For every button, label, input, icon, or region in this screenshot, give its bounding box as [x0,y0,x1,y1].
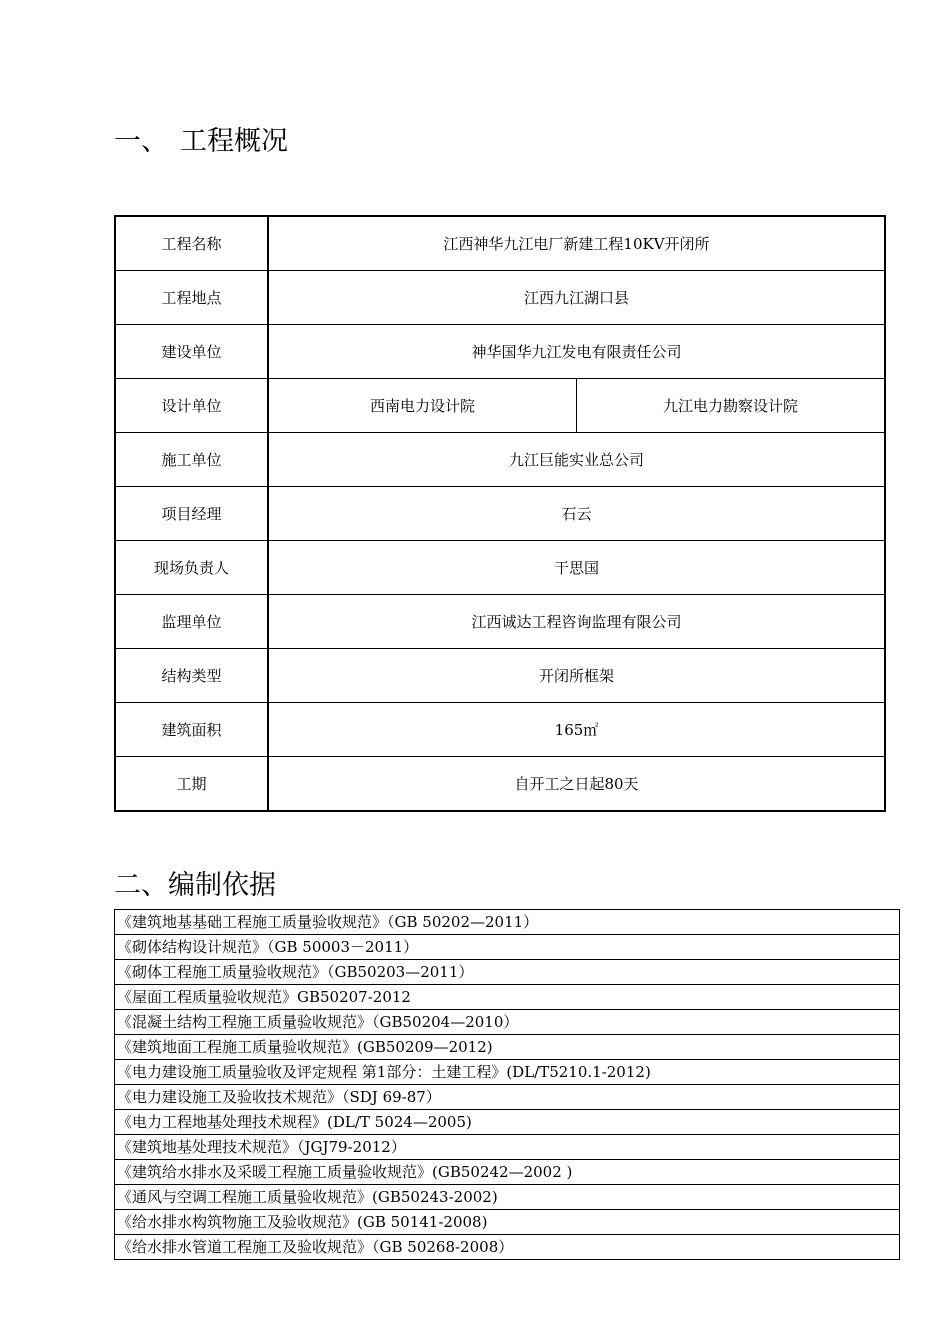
row-label: 工程地点 [115,271,268,325]
row-value: 神华国华九江发电有限责任公司 [268,325,885,379]
table-row [115,1185,900,1210]
row-value: 开闭所框架 [268,649,885,703]
table-row [115,935,900,960]
row-value: 江西神华九江电厂新建工程10KV开闭所 [268,216,885,271]
section-title: 工程概况 [180,126,288,157]
table-row [115,910,900,935]
row-value: 江西九江湖口县 [268,271,885,325]
table-row [115,1060,900,1085]
row-label: 工期 [115,757,268,812]
project-overview-table [114,215,886,812]
reference-item: 《通风与空调工程施工质量验收规范》(GB50243-2002) [115,1185,900,1210]
table-row [115,1235,900,1260]
row-label: 监理单位 [115,595,268,649]
reference-item: 《建筑地基基础工程施工质量验收规范》（GB 50202—2011） [115,910,900,935]
row-label: 设计单位 [115,379,268,433]
table-row [115,1135,900,1160]
table-row [115,379,885,433]
row-value: 165㎡ [268,703,885,757]
table-row [115,595,885,649]
reference-item: 《屋面工程质量验收规范》GB50207-2012 [115,985,900,1010]
row-label: 建设单位 [115,325,268,379]
row-label: 工程名称 [115,216,268,271]
table-row [115,325,885,379]
table-row [115,433,885,487]
reference-item: 《电力建设施工及验收技术规范》（SDJ 69-87） [115,1085,900,1110]
table-row [115,1010,900,1035]
row-label: 施工单位 [115,433,268,487]
table-row [115,985,900,1010]
row-value: 自开工之日起80天 [268,757,885,812]
table-row [115,541,885,595]
table-row [115,1160,900,1185]
row-value: 干思国 [268,541,885,595]
reference-item: 《建筑给水排水及采暖工程施工质量验收规范》(GB50242—2002 ) [115,1160,900,1185]
row-value: 石云 [268,487,885,541]
table-row [115,1085,900,1110]
row-value: 江西诚达工程咨询监理有限公司 [268,595,885,649]
reference-item: 《建筑地基处理技术规范》（JGJ79-2012） [115,1135,900,1160]
table-row [115,960,900,985]
reference-item: 《电力工程地基处理技术规程》(DL/T 5024—2005) [115,1110,900,1135]
section-number: 一、 [114,126,168,157]
reference-item: 《建筑地面工程施工质量验收规范》(GB50209—2012) [115,1035,900,1060]
reference-item: 《给水排水管道工程施工及验收规范》（GB 50268-2008） [115,1235,900,1260]
table-row [115,271,885,325]
row-value: 九江巨能实业总公司 [268,433,885,487]
row-label: 建筑面积 [115,703,268,757]
table-row [115,487,885,541]
row-value: 西南电力设计院 [268,379,577,433]
table-row [115,703,885,757]
reference-item: 《砌体结构设计规范》（GB 50003－2011） [115,935,900,960]
reference-item: 《电力建设施工质量验收及评定规程 第1部分：土建工程》(DL/T5210.1-2012) [115,1060,900,1085]
table-row [115,1035,900,1060]
section-heading-overview [114,126,288,158]
reference-item: 《砌体工程施工质量验收规范》（GB50203—2011） [115,960,900,985]
section-heading-basis: 二、编制依据 [114,870,276,901]
references-table [114,909,900,1260]
row-label: 结构类型 [115,649,268,703]
row-label: 项目经理 [115,487,268,541]
row-value-secondary: 九江电力勘察设计院 [577,379,886,433]
row-label: 现场负责人 [115,541,268,595]
reference-item: 《混凝土结构工程施工质量验收规范》（GB50204—2010） [115,1010,900,1035]
reference-item: 《给水排水构筑物施工及验收规范》(GB 50141-2008) [115,1210,900,1235]
table-row [115,649,885,703]
table-row [115,1110,900,1135]
table-row [115,1210,900,1235]
table-row [115,757,885,812]
table-row [115,216,885,271]
